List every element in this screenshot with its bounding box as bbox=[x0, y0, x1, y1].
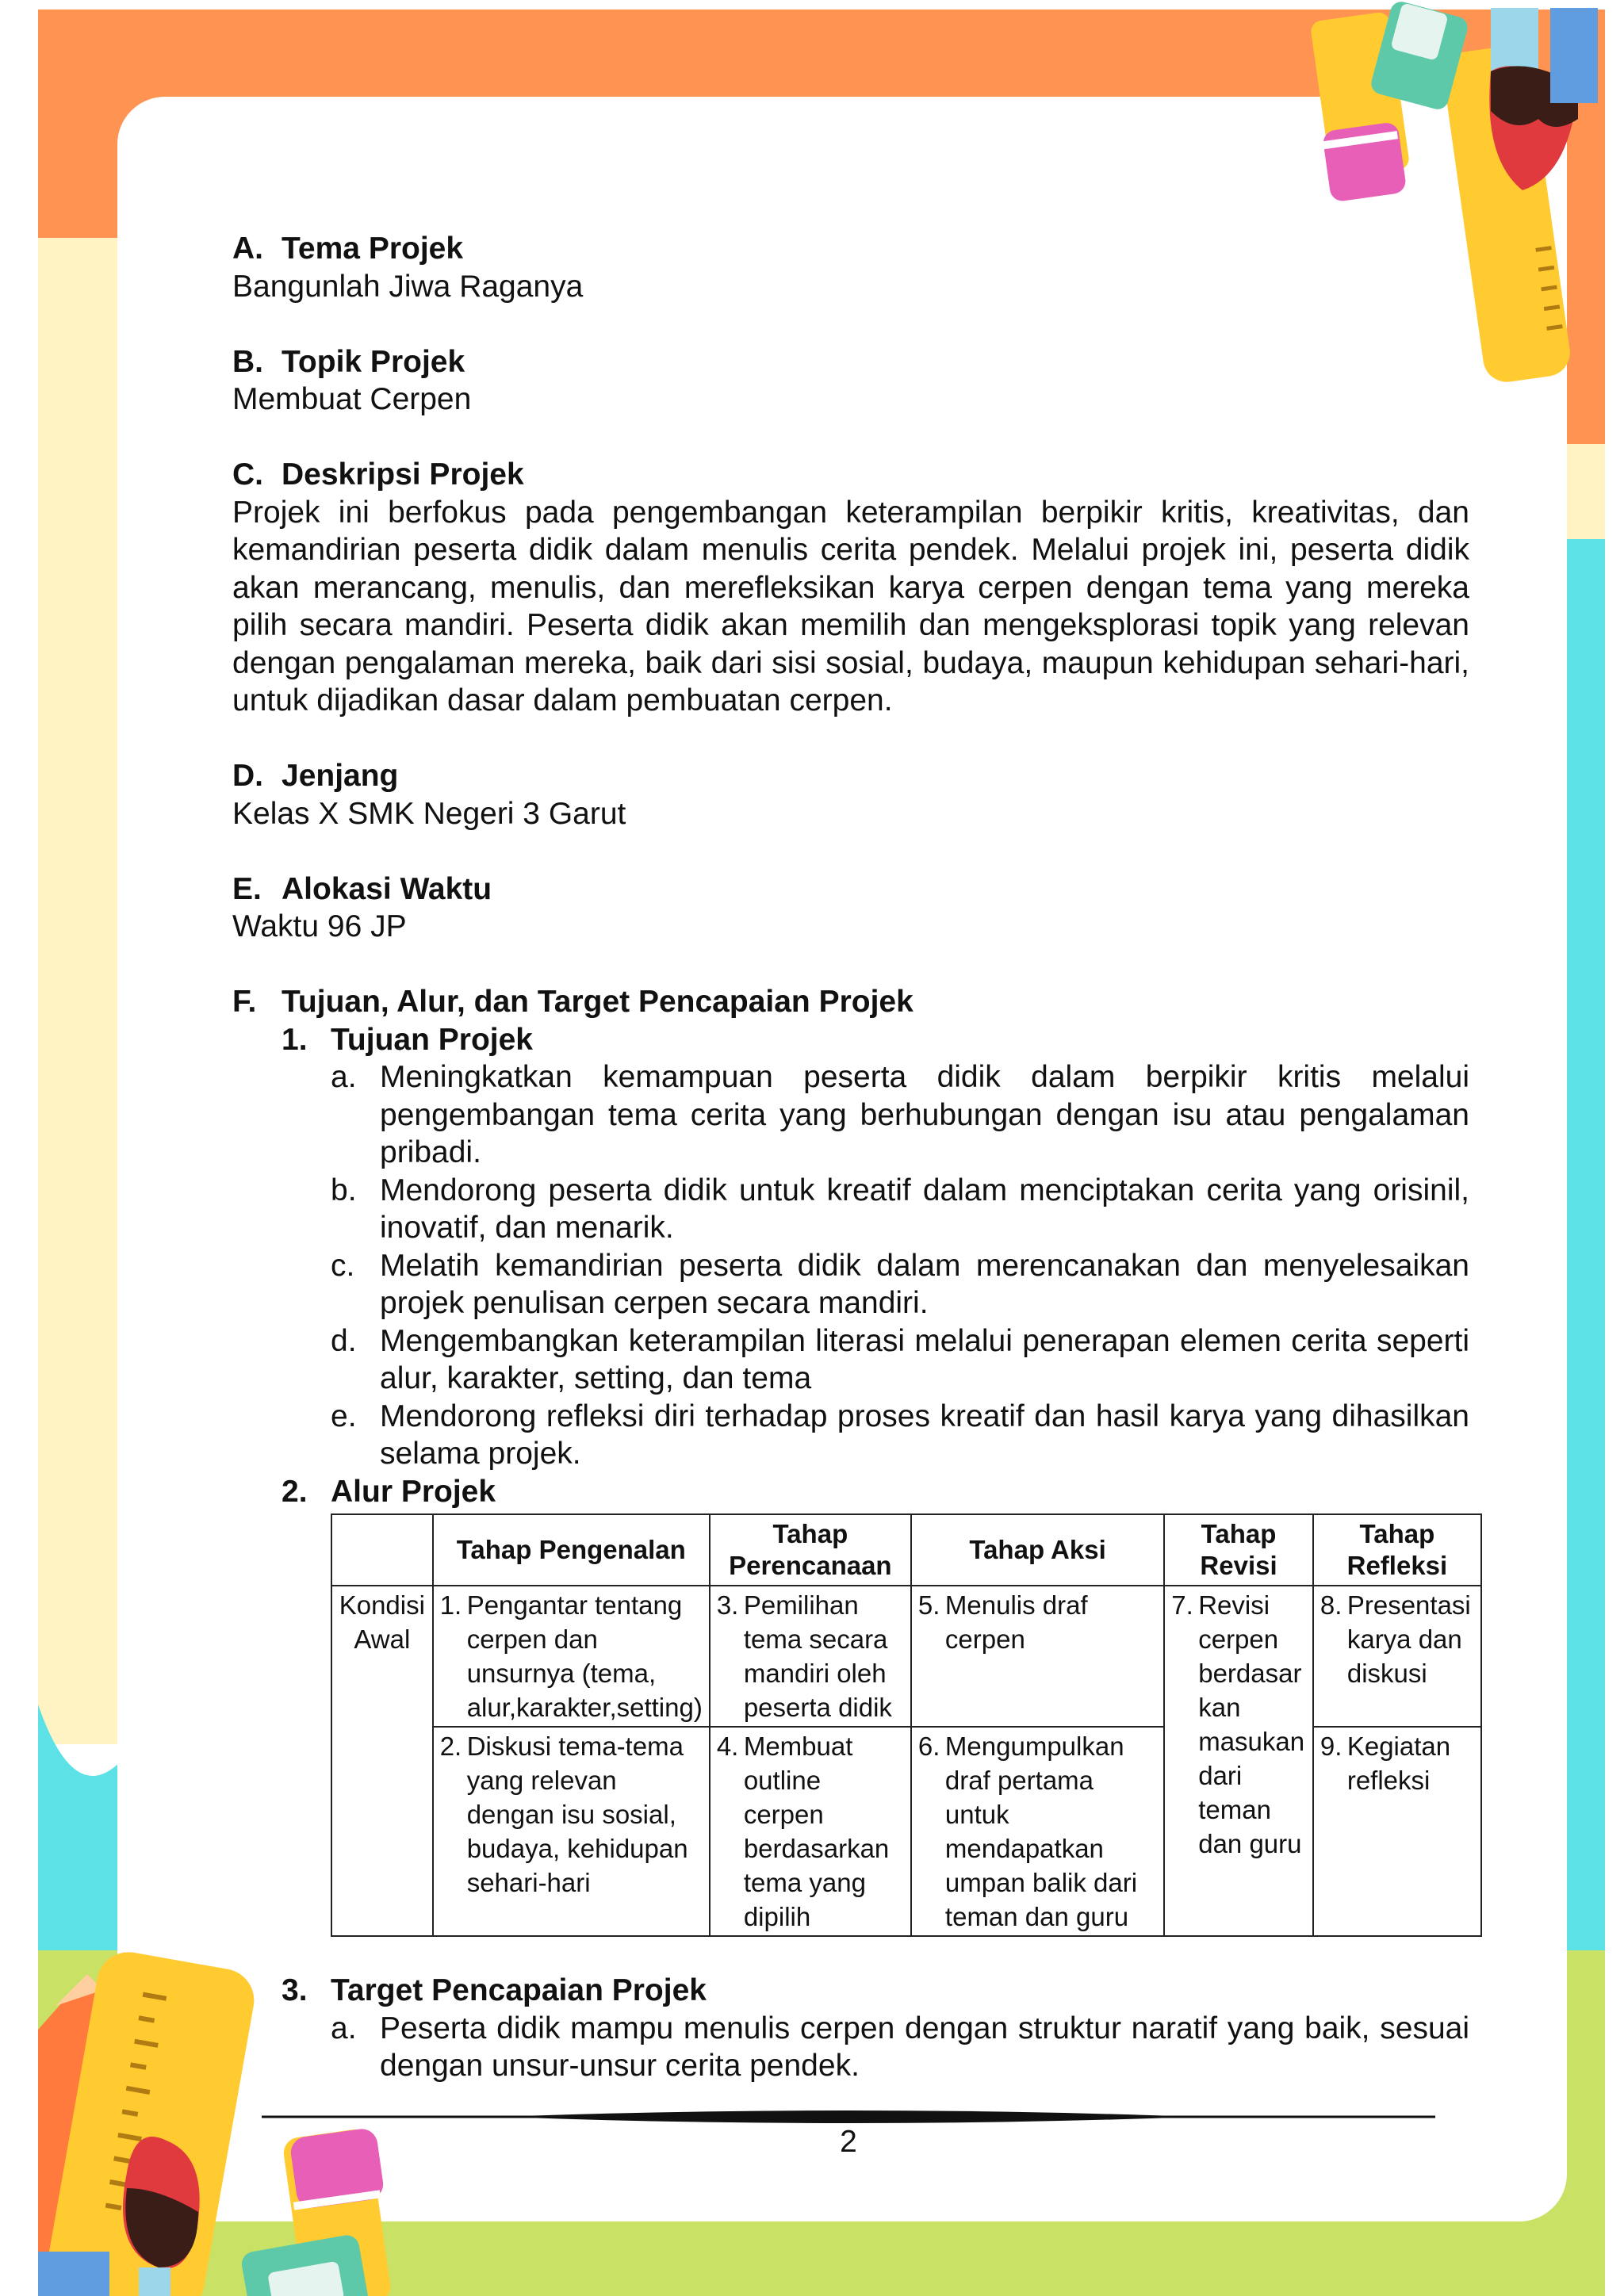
section-heading: B. Topik Projek bbox=[232, 344, 465, 379]
table-cell: 6. Mengumpulkan draf pertama untuk mendapatkan umpan balik dari teman dan guru bbox=[911, 1727, 1164, 1936]
section-f bbox=[232, 983, 1469, 2085]
section-d bbox=[232, 757, 1469, 832]
table-cell: 9. Kegiatan refleksi bbox=[1313, 1727, 1481, 1936]
tujuan-list bbox=[331, 1058, 1469, 1473]
table-row bbox=[331, 1586, 1481, 1727]
section-body: Kelas X SMK Negeri 3 Garut bbox=[232, 796, 626, 831]
table-cell: 4. Membuat outline cerpen berdasarkan tema yang dipilih bbox=[710, 1727, 911, 1936]
section-heading: E. Alokasi Waktu bbox=[232, 871, 492, 906]
subsection-heading: 1. Tujuan Projek bbox=[282, 1022, 533, 1057]
table-header: Tahap Refleksi bbox=[1313, 1514, 1481, 1586]
section-c bbox=[232, 456, 1469, 720]
table-header-empty bbox=[331, 1514, 433, 1586]
section-body: Bangunlah Jiwa Raganya bbox=[232, 269, 584, 304]
section-b bbox=[232, 343, 1469, 419]
list-item: b. Mendorong peserta didik untuk kreatif dalam menciptakan cerita yang orisinil, inovatif, dan menarik. bbox=[331, 1173, 1469, 1245]
target-list bbox=[331, 2010, 1469, 2085]
alur-projek-table bbox=[331, 1513, 1482, 1937]
table-cell: 7. Revisi cerpen berdasar kan masukan dari teman dan guru bbox=[1164, 1586, 1313, 1936]
subsection-heading: 3. Target Pencapaian Projek bbox=[282, 1973, 707, 2007]
subsection-heading: 2. Alur Projek bbox=[282, 1474, 496, 1509]
section-a bbox=[232, 230, 1469, 305]
list-item: e. Mendorong refleksi diri terhadap proses kreatif dan hasil karya yang dihasilkan selama projek. bbox=[331, 1399, 1469, 1471]
table-header: Tahap Perencanaan bbox=[710, 1514, 911, 1586]
page-number: 2 bbox=[840, 2125, 857, 2159]
table-header: Tahap Aksi bbox=[911, 1514, 1164, 1586]
section-body: Projek ini berfokus pada pengembangan keterampilan berpikir kritis, kreativitas, dan kemandirian peserta didik dalam menulis cerita pendek. Melalui projek ini, peserta didik akan merancang, menulis, dan merefleksikan karya cerpen dengan tema yang mereka pilih secara mandiri. Peserta didik akan memilih dan mengeksplorasi topik yang relevan dengan pengalaman mereka, baik dari sisi sosial, budaya, maupun kehidupan sehari-hari, untuk dijadikan dasar dalam pembuatan cerpen. bbox=[232, 495, 1469, 718]
section-heading: A. Tema Projek bbox=[232, 232, 464, 266]
table-cell: 1. Pengantar tentang cerpen dan unsurnya (tema, alur,karakter,setting) bbox=[433, 1586, 710, 1727]
table-cell: 3. Pemilihan tema secara mandiri oleh peserta didik bbox=[710, 1586, 911, 1727]
section-e bbox=[232, 871, 1469, 946]
footer-divider bbox=[262, 2109, 1435, 2125]
list-item: d. Mengembangkan keterampilan literasi melalui penerapan elemen cerita seperti alur, karakter, setting, dan tema bbox=[331, 1323, 1469, 1395]
table-header: Tahap Pengenalan bbox=[433, 1514, 710, 1586]
table-cell: 2. Diskusi tema-tema yang relevan dengan isu sosial, budaya, kehidupan sehari-hari bbox=[433, 1727, 710, 1936]
table-cell: 8. Presentasi karya dan diskusi bbox=[1313, 1586, 1481, 1727]
tujuan-projek bbox=[282, 1021, 1469, 1473]
document-body bbox=[232, 230, 1469, 2085]
table-header: Tahap Revisi bbox=[1164, 1514, 1313, 1586]
section-body: Membuat Cerpen bbox=[232, 382, 472, 416]
list-item: c. Melatih kemandirian peserta didik dalam merencanakan dan menyelesaikan projek penulisan cerpen secara mandiri. bbox=[331, 1248, 1469, 1320]
section-heading: D. Jenjang bbox=[232, 759, 399, 793]
section-body: Waktu 96 JP bbox=[232, 909, 407, 943]
section-heading: F. Tujuan, Alur, dan Target Pencapaian Projek bbox=[232, 985, 914, 1019]
list-item: a. Peserta didik mampu menulis cerpen dengan struktur naratif yang baik, sesuai dengan unsur-unsur cerita pendek. bbox=[331, 2011, 1469, 2083]
section-heading: C. Deskripsi Projek bbox=[232, 457, 524, 492]
table-cell: 5. Menulis draf cerpen bbox=[911, 1586, 1164, 1727]
target-projek bbox=[282, 1972, 1469, 2085]
alur-projek bbox=[282, 1473, 1469, 1511]
kondisi-awal-cell: Kondisi Awal bbox=[331, 1586, 433, 1936]
list-item: a. Meningkatkan kemampuan peserta didik dalam berpikir kritis melalui pengembangan tema cerita yang berhubungan dengan isu atau pengalaman pribadi. bbox=[331, 1060, 1469, 1169]
table-header-row bbox=[331, 1514, 1481, 1586]
